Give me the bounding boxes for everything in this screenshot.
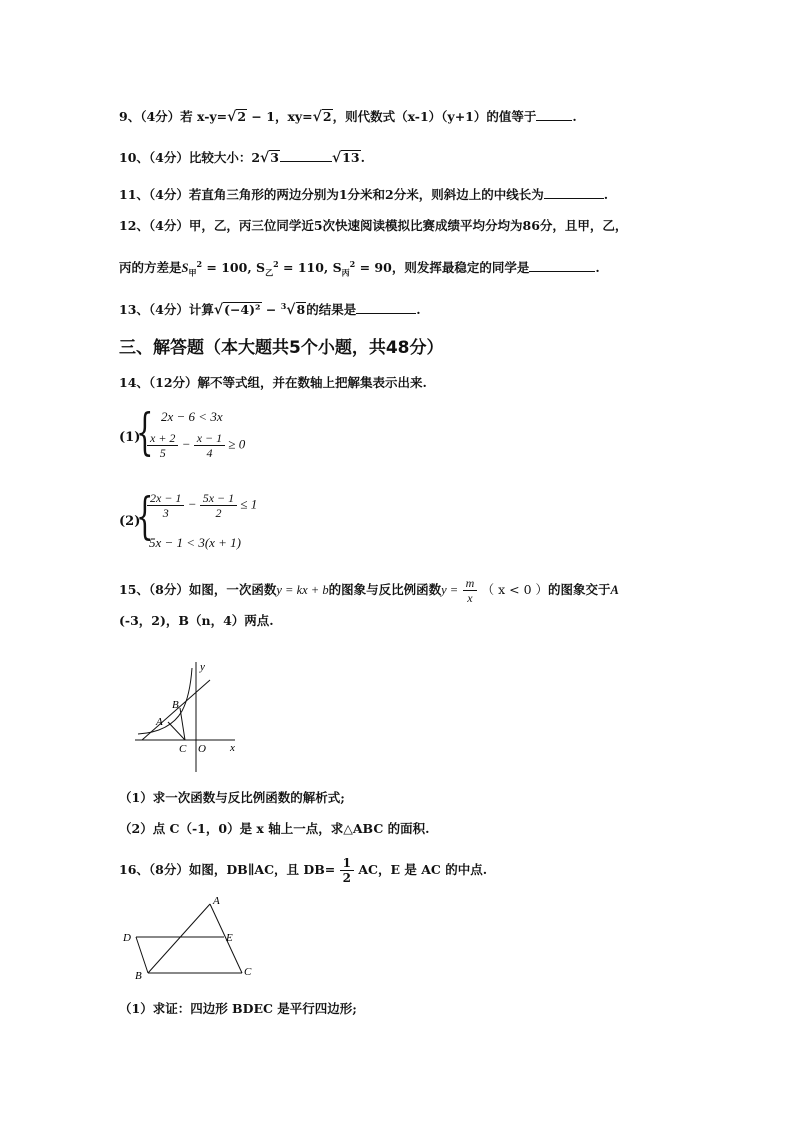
q12-sub-jia: 甲 [188, 267, 197, 278]
q13-root2: 8 [296, 302, 306, 318]
q11-end: . [603, 187, 609, 202]
question-12-line1 [119, 217, 627, 235]
q10-root1: 3 [270, 150, 279, 165]
answer-blank [544, 186, 604, 199]
question-12-line2 [119, 255, 600, 282]
fraction-numerator: 2x − 1 [147, 491, 184, 506]
system-row-2 [147, 431, 245, 460]
system-row-1: 2x − 6 < 3x [161, 409, 223, 424]
radical-sign: √ [286, 302, 296, 319]
brace-icon: { [136, 403, 154, 461]
q13-end: . [416, 302, 421, 318]
label-y: y [200, 661, 205, 673]
segment-db [136, 937, 148, 973]
q12-line1: 12、（4分）甲，乙，丙三位同学近5次快速阅读模拟比赛成绩平均分均为86分，且甲，乙， [119, 218, 628, 233]
answer-blank [536, 108, 572, 121]
tail: ≤ 1 [240, 496, 258, 512]
q16-sub1: （1）求证：四边形 BDEC 是平行四边形; [119, 1001, 357, 1016]
q12-sub-yi: 乙 [265, 267, 274, 278]
label-a: A [156, 716, 163, 728]
answer-blank [529, 259, 595, 272]
q15-line1c: 的图象交于 [548, 582, 611, 597]
q9-tail1: − 1， [247, 109, 288, 124]
function-graph-figure [130, 656, 250, 776]
fraction-numerator: 5x − 1 [200, 491, 237, 506]
fraction-denominator: 5 [159, 446, 166, 460]
label-x: x [230, 742, 235, 754]
cube-index: 3 [280, 301, 287, 311]
operator: − [187, 496, 197, 512]
inequality-system-1 [119, 405, 319, 475]
radical-sign: √ [227, 109, 237, 125]
q13-suffix: 的结果是 [306, 302, 357, 318]
square-sup: 2 [196, 259, 203, 269]
q10-end: . [360, 150, 365, 165]
q9-prefix: 9、（4分）若 [119, 109, 197, 124]
question-13 [119, 297, 421, 319]
fraction-numerator: m [463, 576, 478, 591]
q15-fn-y: y = [441, 583, 459, 597]
label-b: B [172, 699, 179, 711]
fraction-denominator: 3 [162, 506, 169, 520]
q15-sub1: （1）求一次函数与反比例函数的解析式; [119, 790, 345, 805]
label-a: A [213, 895, 220, 907]
question-16-line1 [119, 856, 487, 885]
question-14 [119, 374, 427, 392]
q15-condition: （ x < 0 ） [481, 582, 548, 597]
radical-sign: √ [331, 150, 342, 166]
q12-variance-symbol: S [181, 261, 189, 276]
q15-line1b: 的图象与反比例函数 [328, 582, 442, 597]
system-row-2: 5x − 1 < 3(x + 1) [149, 535, 242, 550]
fraction-denominator: 2 [342, 871, 351, 885]
fraction-denominator: 2 [215, 506, 222, 520]
section-header: 三、解答题（本大题共5个小题，共48分） [119, 338, 444, 358]
parallelogram-figure [118, 893, 268, 983]
q15-line1a: 15、（8分）如图，一次函数 [119, 582, 277, 597]
question-16-sub1 [119, 1000, 357, 1018]
q13-minus: − [261, 302, 281, 318]
radical-sign: √ [260, 150, 270, 166]
square-sup: 2 [349, 259, 356, 269]
q15-sub2: （2）点 C（-1，0）是 x 轴上一点，求△ABC 的面积. [119, 821, 430, 836]
system-label: (1) [119, 430, 141, 445]
system-label: (2) [119, 514, 141, 529]
operator: − [181, 436, 191, 452]
fraction-numerator: 1 [340, 856, 354, 871]
q12-sub-bing: 丙 [341, 267, 350, 278]
q9-expr1: x-y= [197, 109, 228, 124]
radical-sign: √ [213, 302, 224, 319]
q9-end: . [572, 109, 577, 124]
hyperbola-curve [138, 668, 192, 734]
brace-icon: { [136, 487, 154, 545]
label-e: E [226, 932, 233, 944]
fraction-denominator: 4 [206, 446, 213, 460]
system-row-1 [147, 491, 257, 520]
label-c: C [244, 966, 252, 978]
q13-root1: (−4)² [224, 302, 261, 318]
q12-s2rest: = 110, S [278, 260, 342, 276]
radical-sign: √ [312, 109, 322, 125]
segment-ba [148, 904, 210, 973]
label-b: B [135, 970, 142, 982]
question-15-sub1 [119, 789, 345, 807]
label-d: D [123, 932, 131, 944]
q12-line2a: 丙的方差是 [119, 260, 182, 276]
label-c: C [179, 743, 187, 755]
question-15-line1 [119, 576, 619, 605]
fraction-numerator: x + 2 [147, 431, 178, 446]
answer-blank [356, 301, 416, 314]
question-10 [119, 149, 365, 167]
fraction-denominator: x [467, 591, 473, 605]
q13-prefix: 13、（4分）计算 [119, 302, 214, 318]
question-15-line2 [119, 612, 274, 630]
q9-tail2: ，则代数式（x-1）（y+1）的值等于 [332, 109, 537, 124]
label-o: O [198, 743, 206, 755]
q14-text: 14、（12分）解不等式组，并在数轴上把解集表示出来. [119, 375, 427, 390]
q12-line2b: ，则发挥最稳定的同学是 [391, 260, 530, 276]
q15-linear-fn: y = kx + b [276, 583, 329, 597]
q10-prefix: 10、（4分）比较大小：2 [119, 150, 261, 165]
q9-expr2: xy= [287, 109, 313, 124]
question-15-sub2 [119, 820, 430, 838]
square-sup: 2 [273, 259, 279, 269]
fraction-numerator: x − 1 [194, 431, 225, 446]
q9-root2: 2 [322, 109, 332, 124]
q12-end: . [595, 260, 600, 276]
inequality-system-2 [119, 489, 319, 559]
q10-root2: 13 [342, 150, 360, 165]
q9-root1: 2 [237, 109, 247, 124]
q11-text: 11、（4分）若直角三角形的两边分别为1分米和2分米，则斜边上的中线长为 [119, 187, 544, 202]
q16-line1b: AC，E 是 AC 的中点. [358, 862, 488, 877]
question-9 [119, 108, 577, 126]
q12-s1rest: = 100, S [202, 260, 266, 276]
tail: ≥ 0 [228, 436, 246, 452]
q16-line1a: 16、（8分）如图，DB∥AC，且 DB= [119, 862, 336, 877]
question-11 [119, 186, 608, 204]
q12-s3rest: = 90 [355, 260, 392, 276]
answer-blank [280, 149, 332, 162]
q15-point-a: A [610, 583, 619, 597]
q15-line2: (-3，2)，B（n，4）两点. [119, 613, 274, 628]
